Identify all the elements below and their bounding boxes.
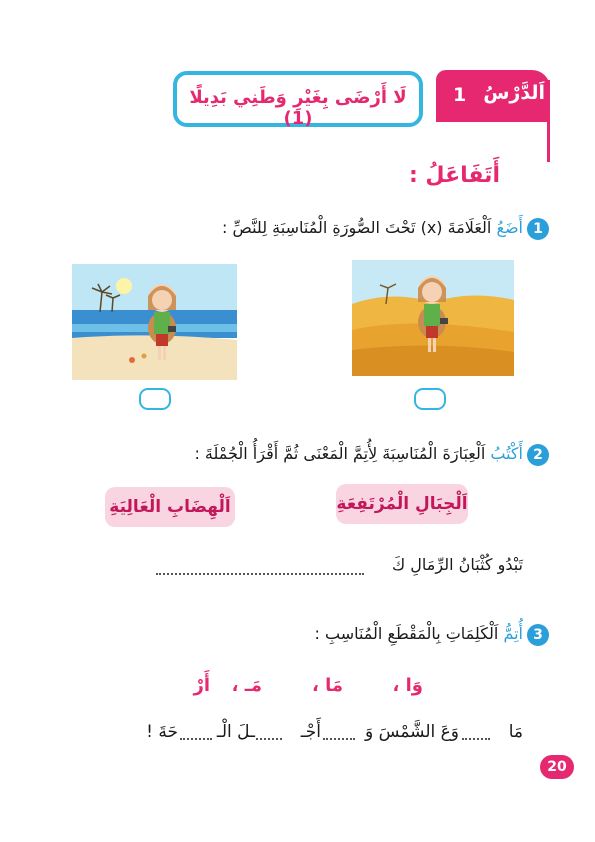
- question-2-verb: أَكْتُبُ: [490, 444, 523, 463]
- question-1-rest: اَلْعَلَامَةَ (x) تَحْتَ الصُّورَةِ الْمُنَاسِبَةِ لِلنَّصِّ :: [222, 218, 497, 237]
- fragment-ha: حَةَ !: [146, 722, 178, 742]
- lesson-title-box: [173, 71, 423, 127]
- lesson-number: 1: [453, 84, 467, 106]
- question-3-number: 3: [527, 624, 549, 646]
- question-1-text: [222, 218, 523, 237]
- sentence-answer-line[interactable]: [156, 573, 364, 575]
- syllable-wa: وَا ،: [392, 675, 423, 696]
- fragment-ajm: أَجْـ: [300, 722, 321, 742]
- blank-3[interactable]: [256, 738, 282, 740]
- syllable-ma: مَا ،: [311, 675, 343, 696]
- syllable-mim: مَـ ،: [231, 675, 262, 696]
- blank-1[interactable]: [462, 738, 490, 740]
- question-3-text: [315, 624, 524, 643]
- fragment-shams: وَعَ الشَّمْسَ وَ: [365, 722, 459, 742]
- fragment-ma: مَا: [508, 722, 523, 742]
- question-2-rest: اَلْعِبَارَةَ الْمُنَاسِبَةَ لِأُتِمَّ الْمَعْنَى ثُمَّ أَقْرَأُ الْجُمْلَةَ :: [194, 444, 491, 463]
- beach-answer-box[interactable]: [139, 388, 171, 410]
- beach-picture: [72, 264, 237, 380]
- blank-2[interactable]: [323, 738, 355, 740]
- sentence-prompt: تَبْدُو كُثْبَانُ الرِّمَالِ كَ: [392, 555, 523, 574]
- question-3-rest: اَلْكَلِمَاتِ بِالْمَقْطَعِ الْمُنَاسِبِ :: [314, 624, 504, 643]
- question-1-verb: أَضَعُ: [496, 218, 523, 237]
- question-2-text: [194, 444, 523, 463]
- desert-answer-box[interactable]: [414, 388, 446, 410]
- question-3-verb: أُتِمُّ: [503, 624, 523, 643]
- lesson-label: اَلدَّرْسُ: [483, 82, 545, 104]
- syllable-ar: أَرْ: [193, 675, 210, 696]
- question-2-number: 2: [527, 444, 549, 466]
- blank-4[interactable]: [180, 738, 212, 740]
- desert-picture: [352, 260, 514, 376]
- option-high-mountains[interactable]: اَلْجِبَالِ الْمُرْتَفِعَةِ: [336, 484, 468, 524]
- header-divider: [547, 80, 550, 162]
- page-number: 20: [540, 755, 574, 779]
- question-1-number: 1: [527, 218, 549, 240]
- section-title: أَتَفَاعَلُ :: [408, 163, 500, 188]
- lesson-title: لَا أَرْضَى بِغَيْرِ وَطَنِي بَدِيلًا (1): [189, 87, 407, 129]
- option-high-plateaus[interactable]: اَلْهِضَابِ الْعَالِيَةِ: [105, 487, 235, 527]
- fragment-al: ـلَ الْـ: [216, 722, 255, 742]
